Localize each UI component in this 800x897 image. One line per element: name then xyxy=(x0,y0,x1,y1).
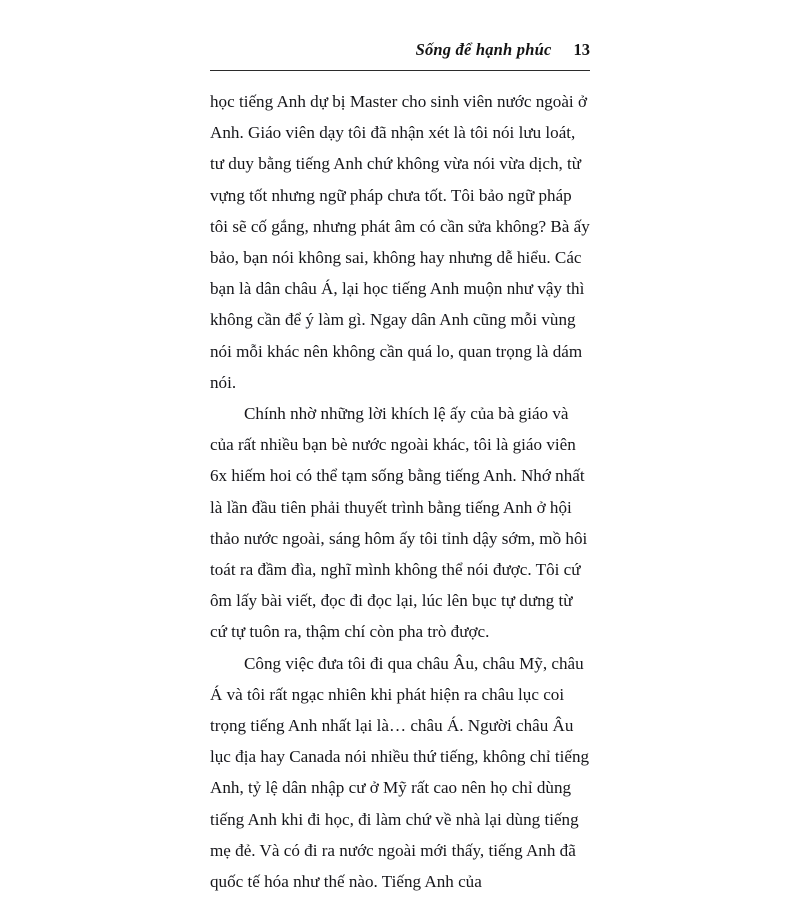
page-body xyxy=(210,86,592,897)
paragraph: học tiếng Anh dự bị Master cho sinh viên nước ngoài ở Anh. Giáo viên dạy tôi đã nhận xét là tôi nói lưu loát, tư duy bằng tiếng Anh chứ không vừa nói vừa dịch, từ vựng tốt nhưng ngữ pháp chưa tốt. Tôi bảo ngữ pháp tôi sẽ cố gắng, nhưng phát âm có cần sửa không? Bà ấy bảo, bạn nói không sai, không hay nhưng dễ hiểu. Các bạn là dân châu Á, lại học tiếng Anh muộn như vậy thì không cần để ý làm gì. Ngay dân Anh cũng mỗi vùng nói mỗi khác nên không cần quá lo, quan trọng là dám nói. xyxy=(210,92,590,392)
book-title: Sống để hạnh phúc xyxy=(415,40,552,59)
page-number: 13 xyxy=(573,40,590,59)
header-divider xyxy=(210,70,590,71)
paragraph: Chính nhờ những lời khích lệ ấy của bà giáo và của rất nhiều bạn bè nước ngoài khác, tôi là giáo viên 6x hiếm hoi có thể tạm sống bằng tiếng Anh. Nhớ nhất là lần đầu tiên phải thuyết trình bằng tiếng Anh ở hội thảo nước ngoài, sáng hôm ấy tôi tỉnh dậy sớm, mồ hôi toát ra đầm đìa, nghĩ mình không thể nói được. Tôi cứ ôm lấy bài viết, đọc đi đọc lại, lúc lên bục tự dưng từ cứ tự tuôn ra, thậm chí còn pha trò được. xyxy=(210,404,588,642)
page-header xyxy=(210,40,590,60)
paragraph: Công việc đưa tôi đi qua châu Âu, châu Mỹ, châu Á và tôi rất ngạc nhiên khi phát hiện ra châu lục coi trọng tiếng Anh nhất lại là… châu Á. Người châu Âu lục địa hay Canada nói nhiều thứ tiếng, không chỉ tiếng Anh, tỷ lệ dân nhập cư ở Mỹ rất cao nên họ chỉ dùng tiếng Anh khi đi học, đi làm chứ về nhà lại dùng tiếng mẹ đẻ. Và có đi ra nước ngoài mới thấy, tiếng Anh đã quốc tế hóa như thế nào. Tiếng Anh của xyxy=(210,653,590,892)
